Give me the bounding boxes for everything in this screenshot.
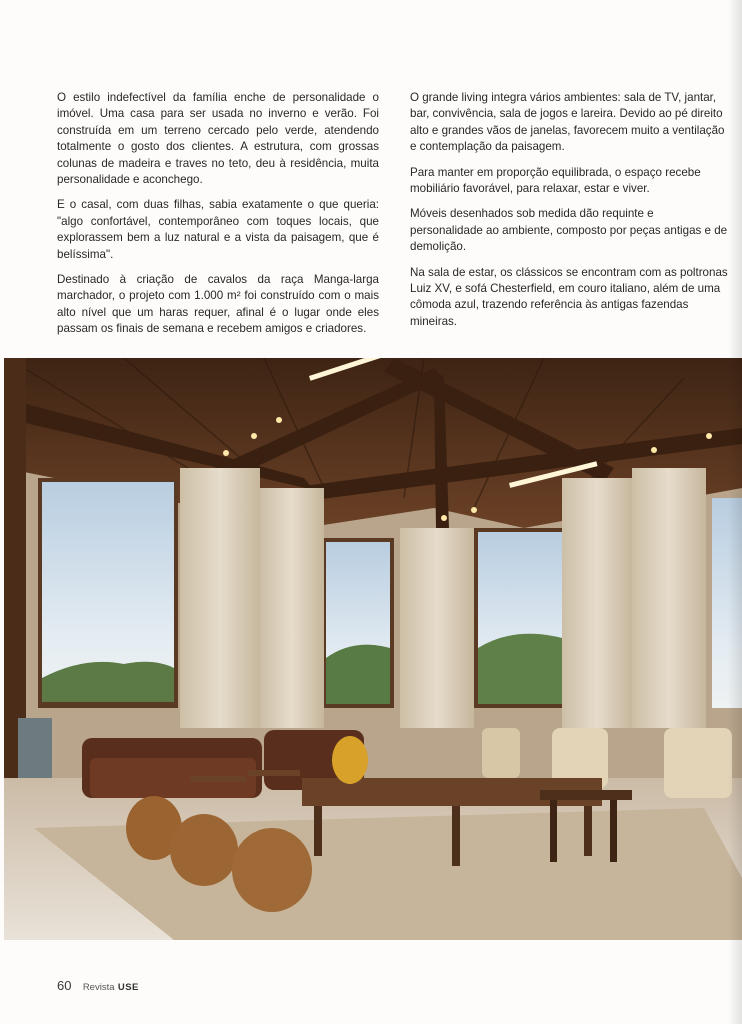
page-gutter-shadow [728, 0, 742, 1024]
paragraph: E o casal, com duas filhas, sabia exatamente o que queria: "algo confortável, contemporâneo com toques locais, que explorassem bem a luz natural e a vista da paisagem, que é belíssima". [57, 198, 379, 261]
paragraph: Móveis desenhados sob medida dão requinte e personalidade ao ambiente, composto por peças antigas e de demolição. [410, 207, 728, 254]
paragraph: O estilo indefectível da família enche de personalidade o imóvel. Uma casa para ser usada no inverno e verão. Foi construída em um terreno cercado pelo verde, atendendo totalmente o gosto dos clientes. A estrutura, com grossas colunas de madeira e traves no teto, deu à residência, muita personalidade e aconchego. [57, 91, 379, 187]
magazine-name: Revista [82, 982, 115, 993]
left-text-column [57, 90, 379, 347]
paragraph: Para manter em proporção equilibrada, o espaço recebe mobiliário favorável, para relaxar, estar e viver. [410, 165, 701, 196]
paragraph: O grande living integra vários ambientes: sala de TV, jantar, bar, convivência, sala de jogos e lareira. Devido ao pé direito alto e grandes vãos de janelas, favorecem muito a ventilação e contemplação da paisagem. [410, 91, 725, 154]
magazine-brand: USE [117, 982, 139, 993]
page-footer [57, 978, 139, 993]
right-text-column [410, 90, 728, 339]
page-number: 60 [57, 978, 72, 993]
paragraph: Na sala de estar, os clássicos se encontram com as poltronas Luiz XV, e sofá Chesterfield, em couro italiano, além de uma cômoda azul, trazendo referência às antigas fazendas mineiras. [410, 265, 728, 328]
living-room-photo [4, 358, 742, 940]
paragraph: Destinado à criação de cavalos da raça Manga-larga marchador, o projeto com 1.000 m² foi construído com o mais alto nível que um haras requer, afinal é o lugar onde eles passam os finais de semana e recebem amigos e criadores. [57, 273, 379, 336]
